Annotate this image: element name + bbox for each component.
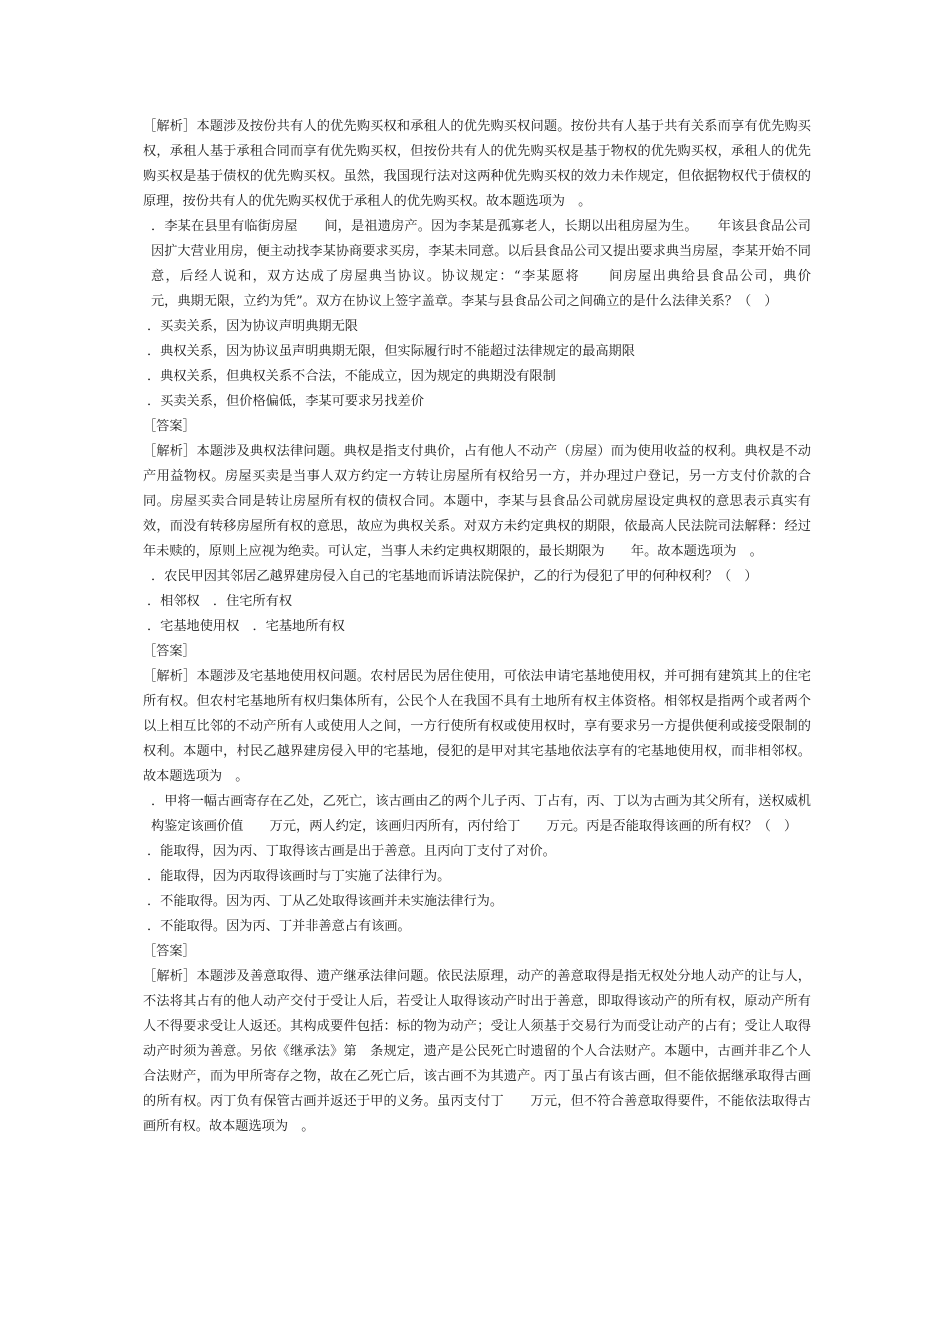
answer-option: ．买卖关系，因为协议声明典期无限 <box>147 319 358 334</box>
answer-label: ［答案］ <box>143 419 196 434</box>
answer-option: ．典权关系，但典权关系不合法，不能成立，因为规定的典期没有限制 <box>147 369 556 384</box>
question-stem: ．农民甲因其邻居乙越界建房侵入自己的宅基地而诉请法院保护，乙的行为侵犯了甲的何种权利？（ ） <box>151 569 758 584</box>
question-stem: ．李某在县里有临街房屋 间，是祖遗房产。因为李某是孤寡老人，长期以出租房屋为生。 年该县食品公司因扩大营业用房，便主动找李某协商要求买房，李某未同意。以后县食品公司又提出要求典当房屋，李某开始不同意，后经人说和，双方达成了房屋典当协议。协议规定：“李某愿将 间房屋出典给县食品公司，典价 元，典期无限，立约为凭”。双方在协议上签字盖章。李某与县食品公司之间确立的是什么法律关系？（ ） <box>151 219 864 309</box>
analysis-paragraph: ［解析］本题涉及典权法律问题。典权是指支付典价，占有他人不动产（房屋）而为使用收益的权利。典权是不动产用益物权。房屋买卖是当事人双方约定一方转让房屋所有权给另一方，并办理过户登记，另一方支付价款的合同。房屋买卖合同是转让房屋所有权的债权合同。本题中，李某与县食品公司就房屋设定典权的意思表示真实有效，而没有转移房屋所有权的意思，故应为典权关系。对双方未约定典权的期限，依最高人民法院司法解释：经过 年未赎的，原则上应视为绝卖。可认定，当事人未约定典权期限的，最长期限为 年。故本题选项为 。 <box>143 444 838 559</box>
answer-option: ．相邻权 ．住宅所有权 <box>147 594 293 609</box>
analysis-paragraph: ［解析］本题涉及宅基地使用权问题。农村居民为居住使用，可依法申请宅基地使用权，并可拥有建筑其上的住宅所有权。但农村宅基地所有权归集体所有，公民个人在我国不具有土地所有权主体资格。相邻权是指两个或者两个以上相互比邻的不动产所有人或使用人之间，一方行使所有权或使用权时，享有要求另一方提供便利或接受限制的权利。本题中，村民乙越界建房侵入甲的宅基地，侵犯的是甲对其宅基地依法享有的宅基地使用权，而非相邻权。故本题选项为 。 <box>143 669 811 784</box>
answer-option: ．能取得，因为丙取得该画时与丁实施了法律行为。 <box>147 869 451 884</box>
answer-option: ．典权关系，因为协议虽声明典期无限，但实际履行时不能超过法律规定的最高期限 <box>147 344 635 359</box>
answer-option: ．不能取得。因为丙、丁从乙处取得该画并未实施法律行为。 <box>147 894 504 909</box>
question-stem: ．甲将一幅古画寄存在乙处，乙死亡，该古画由乙的两个儿子丙、丁占有，丙、丁以为古画为其父所有，送权威机构鉴定该画价值 万元，两人约定，该画归丙所有，丙付给丁 万元。丙是否能取得该画的所有权？（ ） <box>151 794 811 834</box>
answer-label: ［答案］ <box>143 944 196 959</box>
answer-option: ．宅基地使用权 ．宅基地所有权 <box>147 619 345 634</box>
answer-label: ［答案］ <box>143 644 196 659</box>
analysis-paragraph: ［解析］本题涉及按份共有人的优先购买权和承租人的优先购买权问题。按份共有人基于共有关系而享有优先购买权，承租人基于承租合同而享有优先购买权，但按份共有人的优先购买权是基于物权的优先购买权，承租人的优先购买权是基于债权的优先购买权。虽然，我国现行法对这两种优先购买权的效力未作规定，但依据物权代于债权的原理，按份共有人的优先购买权优于承租人的优先购买权。故本题选项为 。 <box>143 119 811 209</box>
answer-option: ．不能取得。因为丙、丁并非善意占有该画。 <box>147 919 411 934</box>
answer-option: ．能取得，因为丙、丁取得该古画是出于善意。且丙向丁支付了对价。 <box>147 844 556 859</box>
answer-option: ．买卖关系，但价格偏低，李某可要求另找差价 <box>147 394 424 409</box>
analysis-paragraph: ［解析］本题涉及善意取得、遗产继承法律问题。依民法原理，动产的善意取得是指无权处分地人动产的让与人，不法将其占有的他人动产交付于受让人后，若受让人取得该动产时出于善意，即取得该动产的所有权，原动产所有人不得要求受让人返还。其构成要件包括：标的物为动产；受让人须基于交易行为而受让动产的占有；受让人取得动产时须为善意。另依《继承法》第 条规定，遗产是公民死亡时遗留的个人合法财产。本题中，古画并非乙个人合法财产，而为甲所寄存之物，故在乙死亡后，该古画不为其遗产。丙丁虽占有该古画，但不能依据继承取得古画的所有权。丙丁负有保管古画并返还于甲的义务。虽丙支付丁 万元，但不符合善意取得要件，不能依法取得古画所有权。故本题选项为 。 <box>143 969 811 1134</box>
document-page <box>143 114 864 1139</box>
